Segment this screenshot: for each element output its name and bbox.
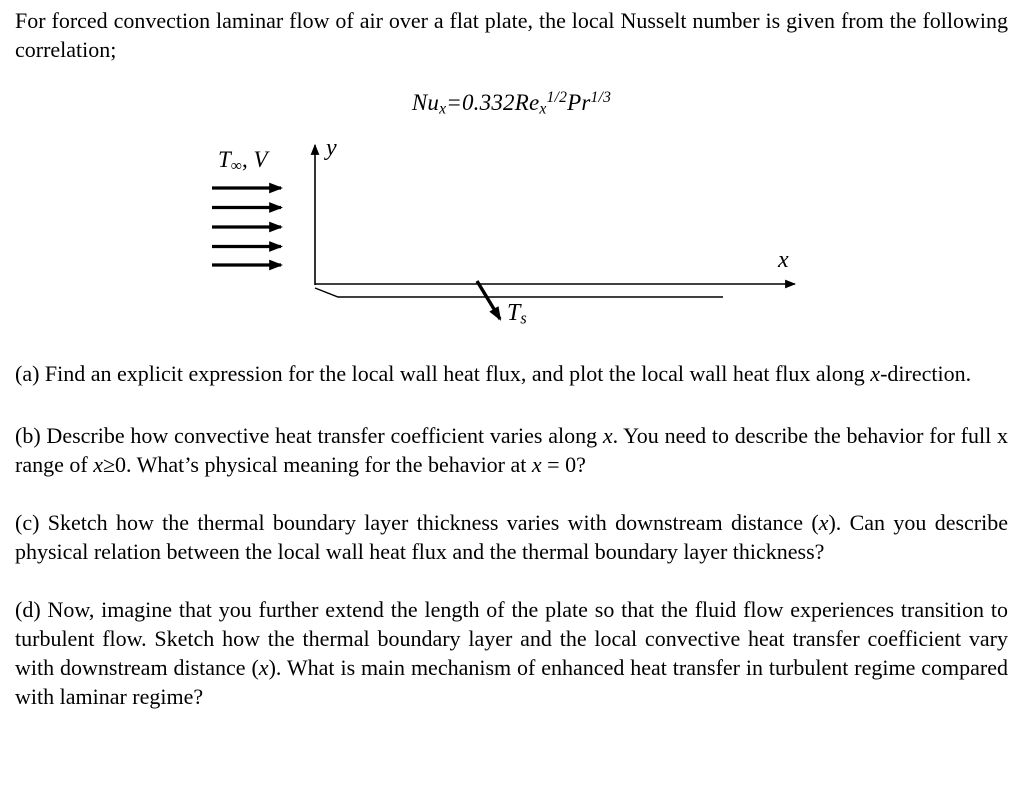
question-a: (a) Find an explicit expression for the local wall heat flux, and plot the local wall heat flux along x-direction. [15,361,972,386]
nusselt-correlation-equation: $Nux=0.332Rex^{1/2}Pr^{1/3}$ [411,89,612,118]
freestream-flow-arrows [212,188,281,265]
flat-plate [315,288,723,297]
freestream-conditions-label: T∞, V [218,147,268,175]
y-axis-label: y [326,135,337,161]
surface-temperature-label: Ts [507,300,527,328]
question-c: (c) Sketch how the thermal boundary layer thickness varies with downstream distance (x). Can you describe physical relation between the local wall heat flux and the thermal boundary layer thickness? [15,510,1009,564]
x-axis-label: x [778,247,789,273]
flow-diagram [15,133,1008,345]
question-d: (d) Now, imagine that you further extend the length of the plate so that the fluid flow experiences transition to turbulent flow. Sketch how the thermal boundary layer and the local convective heat transfer coefficient vary with downstream distance (x). What is main mechanism of enhanced heat transfer in turbulent regime compared with laminar regime? [15,597,1008,709]
question-b: (b) Describe how convective heat transfer coefficient varies along x. You need to describe the behavior for full x range of x≥0. What’s physical meaning for the behavior at x = 0? [15,423,1009,477]
surface-temp-arrow [477,281,500,319]
intro-paragraph: For forced convection laminar flow of air over a flat plate, the local Nusselt number is given from the following correlation; [15,8,1008,62]
